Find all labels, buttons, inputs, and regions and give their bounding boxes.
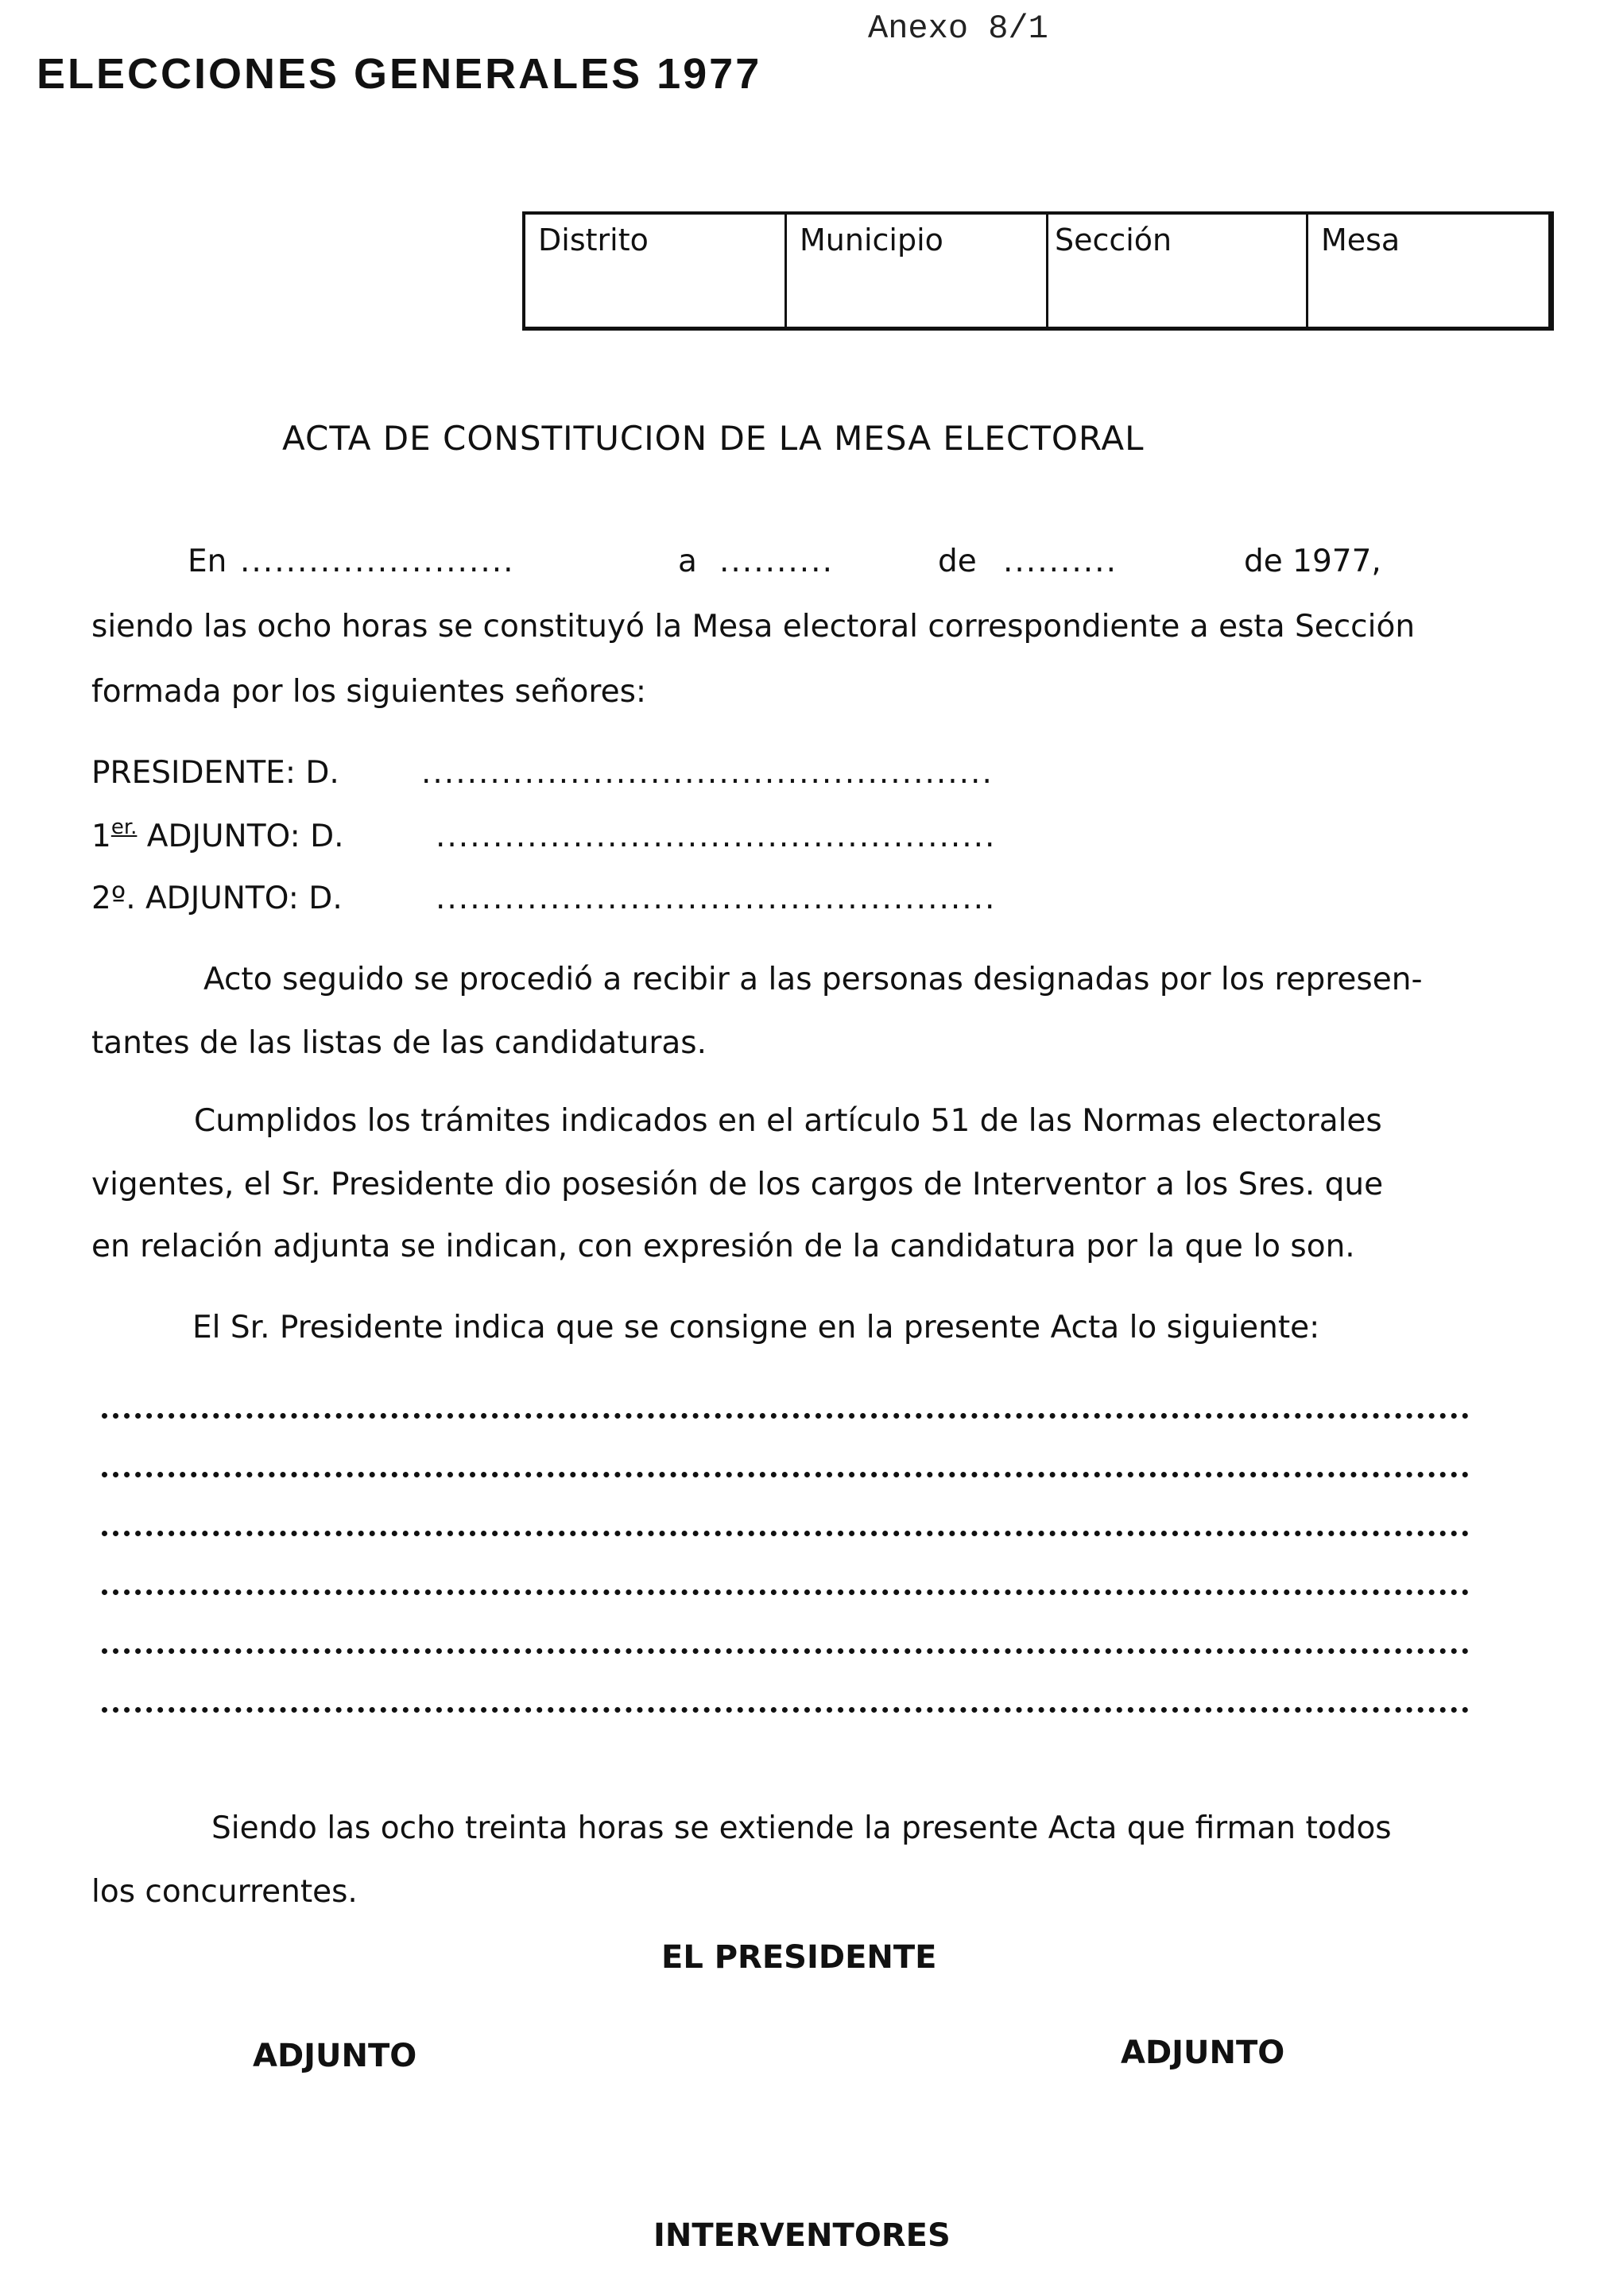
second-adjunct-label: 2º. ADJUNTO: D.	[91, 881, 343, 916]
paragraph-3-line-3: en relación adjunta se indican, con expresión de la candidatura por la que lo son.	[91, 1229, 1355, 1264]
adjunct-left-signature-label: ADJUNTO	[253, 2038, 417, 2074]
paragraph-3-line-2: vigentes, el Sr. Presidente dio posesión de los cargos de Interventor a los Sres. que	[91, 1167, 1384, 1202]
paragraph-2-line-2: tantes de las listas de las candidaturas.	[91, 1025, 707, 1061]
notes-line[interactable]	[102, 1707, 1469, 1713]
table-field[interactable]: Mesa	[1320, 223, 1400, 257]
president-name-blank[interactable]: ..................................................	[421, 755, 994, 791]
second-adjunct-name-blank[interactable]: .................................................	[436, 881, 997, 916]
notes-line[interactable]	[102, 1413, 1469, 1419]
date-place-blank[interactable]: ........................	[240, 544, 515, 579]
date-line-en: En	[188, 544, 227, 579]
paragraph-1-line-2: siendo las ocho horas se constituyó la Mesa electoral correspondiente a esta Sección	[91, 609, 1416, 645]
paragraph-3-line-1: Cumplidos los trámites indicados en el artículo 51 de las Normas electorales	[194, 1103, 1382, 1139]
date-line-a: a	[678, 544, 697, 579]
president-signature-label: EL PRESIDENTE	[661, 1939, 937, 1976]
identification-table	[522, 211, 1554, 331]
notes-line[interactable]	[102, 1589, 1469, 1595]
date-month-blank[interactable]: ..........	[1003, 544, 1118, 579]
municipality-field[interactable]: Municipio	[787, 215, 1048, 327]
annex-label: Anexo 8/1	[868, 10, 1048, 48]
notes-line[interactable]	[102, 1531, 1469, 1536]
adjunct-right-signature-label: ADJUNTO	[1121, 2035, 1285, 2071]
closing-line-2: los concurrentes.	[91, 1874, 358, 1910]
interventores-label: INTERVENTORES	[653, 2217, 951, 2254]
closing-line-1: Siendo las ocho treinta horas se extiende la presente Acta que firman todos	[211, 1810, 1392, 1846]
date-day-blank[interactable]: ..........	[719, 544, 834, 579]
document-title: ELECCIONES GENERALES 1977	[37, 50, 762, 98]
notes-line[interactable]	[102, 1472, 1469, 1477]
first-adjunct-label: $1^{er.}$ ADJUNTO: D.	[91, 815, 344, 854]
first-adjunct-name-blank[interactable]: .................................................	[436, 819, 997, 854]
paragraph-1-line-3: formada por los siguientes señores:	[91, 674, 647, 710]
president-label: PRESIDENTE: D.	[91, 755, 339, 791]
district-field[interactable]: Distrito	[525, 215, 787, 327]
paragraph-2-line-1: Acto seguido se procedió a recibir a las personas designadas por los represen-	[203, 962, 1423, 997]
date-line-de1: de	[938, 544, 977, 579]
acta-title: ACTA DE CONSTITUCION DE LA MESA ELECTORAL	[282, 419, 1145, 458]
section-field[interactable]: Sección	[1048, 215, 1308, 327]
paragraph-4: El Sr. Presidente indica que se consigne en la presente Acta lo siguiente:	[192, 1310, 1320, 1345]
date-line-de2: de 1977,	[1244, 544, 1381, 579]
notes-line[interactable]	[102, 1648, 1469, 1654]
